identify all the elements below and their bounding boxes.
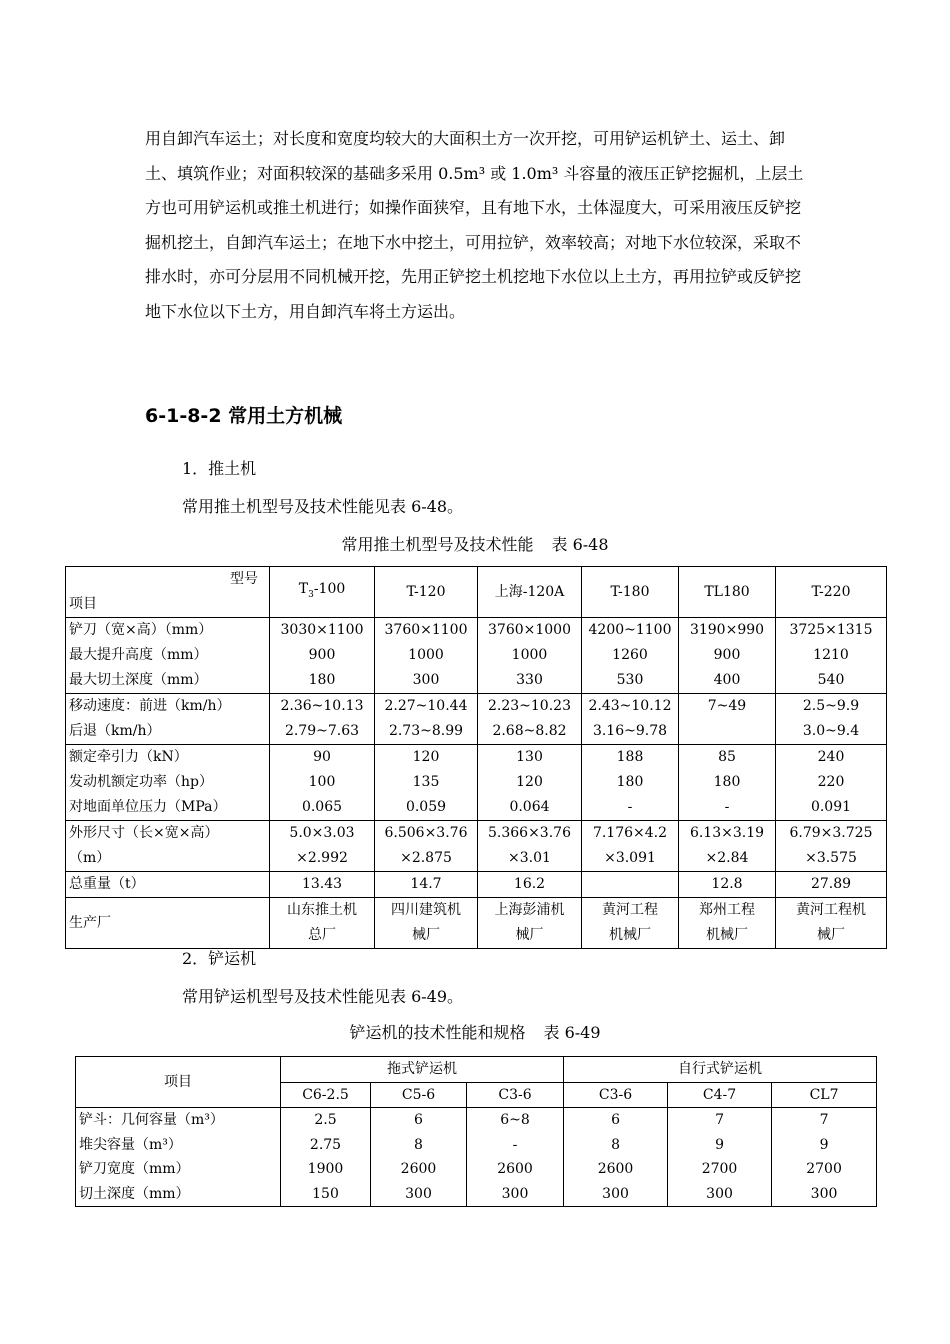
row-labels-speed: 移动速度：前进（km/h） 后退（km/h） — [66, 694, 270, 745]
table-48-caption — [0, 534, 950, 556]
table-cell: 240 220 0.091 — [776, 745, 887, 821]
model-header: T-220 — [776, 567, 887, 618]
header-model-label: 型号 — [230, 571, 258, 587]
row-labels-blade: 铲刀（宽×高）（mm） 最大提升高度（mm） 最大切土深度（mm） — [66, 618, 270, 694]
table-cell: 14.7 — [375, 872, 478, 898]
table-cell: 7~49 — [679, 694, 776, 745]
table-cell: 2.27~10.44 2.73~8.99 — [375, 694, 478, 745]
subsection-title-scraper: 2．铲运机 — [182, 949, 257, 968]
bulldozer-spec-table — [65, 566, 887, 949]
row-label-maker: 生产厂 — [66, 898, 270, 949]
model-header: 上海-120A — [478, 567, 582, 618]
subsection-intro-bulldozer: 常用推土机型号及技术性能见表 6-48。 — [182, 497, 464, 516]
group-header-towed: 拖式铲运机 — [281, 1057, 564, 1083]
model-header: C6-2.5 — [281, 1082, 371, 1108]
table-cell: 四川建筑机 械厂 — [375, 898, 478, 949]
table-cell: 3030×1100 900 180 — [270, 618, 375, 694]
table-cell: 3760×1100 1000 300 — [375, 618, 478, 694]
table-cell: 上海彭浦机 械厂 — [478, 898, 582, 949]
table-cell: 7 9 2700 300 — [772, 1108, 877, 1207]
table-cell: 7 9 2700 300 — [668, 1108, 772, 1207]
table-row — [66, 618, 887, 694]
table-48-corner-header — [66, 567, 270, 618]
body-paragraph: 用自卸汽车运土；对长度和宽度均较大的大面积土方一次开挖，可用铲运机铲土、运土、卸土、填筑作业；对面积较深的基础多采用 0.5m³ 或 1.0m³ 斗容量的液压正铲挖掘机，上层土方也可用铲运机或推土机进行；如操作面狭窄，且有地下水，土体湿度大，可采用液压反铲挖掘机挖土，自卸汽车运土；在地下水中挖土，可用拉铲，效率较高；对地下水位较深，采取不排水时，亦可分层用不同机械开挖，先用正铲挖土机挖地下水位以上土方，再用拉铲或反铲挖地下水位以下土方，用自卸汽车将土方运出。 — [145, 129, 804, 321]
subsection-intro-scraper: 常用铲运机型号及技术性能见表 6-49。 — [182, 987, 464, 1006]
model-header: CL7 — [772, 1082, 877, 1108]
table-cell: 85 180 - — [679, 745, 776, 821]
row-labels-dimensions: 外形尺寸（长×宽×高） （m） — [66, 821, 270, 872]
table-row — [66, 872, 887, 898]
row-label-weight: 总重量（t） — [66, 872, 270, 898]
table-48-number: 表 6-48 — [551, 535, 609, 554]
table-cell: 3760×1000 1000 330 — [478, 618, 582, 694]
table-cell: 6.13×3.19 ×2.84 — [679, 821, 776, 872]
model-header: C4-7 — [668, 1082, 772, 1108]
row-labels: 铲斗：几何容量（m³） 堆尖容量（m³） 铲刀宽度（mm） 切土深度（mm） — [76, 1108, 281, 1207]
table-cell: 27.89 — [776, 872, 887, 898]
table-cell: 2.36~10.13 2.79~7.63 — [270, 694, 375, 745]
table-cell: 2.43~10.12 3.16~9.78 — [582, 694, 679, 745]
table-row — [66, 694, 887, 745]
table-cell — [582, 872, 679, 898]
table-cell: 4200~1100 1260 530 — [582, 618, 679, 694]
table-cell: 郑州工程 机械厂 — [679, 898, 776, 949]
table-cell: 7.176×4.2 ×3.091 — [582, 821, 679, 872]
subsection-title-bulldozer: 1．推土机 — [182, 459, 257, 478]
scraper-spec-table — [75, 1056, 877, 1207]
header-item-label: 项目 — [69, 596, 97, 612]
table-cell: 12.8 — [679, 872, 776, 898]
group-header-self-propelled: 自行式铲运机 — [564, 1057, 877, 1083]
item-header: 项目 — [76, 1057, 281, 1108]
model-header: $T_3-100$ — [270, 567, 375, 618]
table-cell: 6 8 2600 300 — [564, 1108, 668, 1207]
table-cell: 6 8 2600 300 — [371, 1108, 467, 1207]
row-labels-power: 额定牵引力（kN） 发动机额定功率（hp） 对地面单位压力（MPa） — [66, 745, 270, 821]
table-row — [66, 745, 887, 821]
table-cell: 13.43 — [270, 872, 375, 898]
table-row — [66, 821, 887, 872]
model-header: T-120 — [375, 567, 478, 618]
table-cell: 16.2 — [478, 872, 582, 898]
model-header: C3-6 — [564, 1082, 668, 1108]
table-cell: 2.5~9.9 3.0~9.4 — [776, 694, 887, 745]
table-row — [66, 898, 887, 949]
table-cell: 5.366×3.76 ×3.01 — [478, 821, 582, 872]
table-cell: 2.23~10.23 2.68~8.82 — [478, 694, 582, 745]
table-48-title: 常用推土机型号及技术性能 — [341, 535, 534, 554]
table-cell: 黄河工程机 械厂 — [776, 898, 887, 949]
table-cell: 6.79×3.725 ×3.575 — [776, 821, 887, 872]
section-heading: 6-1-8-2 常用土方机械 — [145, 405, 343, 427]
table-cell: 6.506×3.76 ×2.875 — [375, 821, 478, 872]
table-row — [76, 1108, 877, 1207]
table-cell: 3190×990 900 400 — [679, 618, 776, 694]
table-49-caption — [0, 1022, 950, 1044]
model-header: C3-6 — [467, 1082, 564, 1108]
table-cell: 黄河工程 机械厂 — [582, 898, 679, 949]
model-header: T-180 — [582, 567, 679, 618]
table-cell: 90 100 0.065 — [270, 745, 375, 821]
table-cell: 120 135 0.059 — [375, 745, 478, 821]
model-header: TL180 — [679, 567, 776, 618]
table-49-number: 表 6-49 — [543, 1023, 601, 1042]
table-cell: 188 180 - — [582, 745, 679, 821]
table-cell: 山东推土机 总厂 — [270, 898, 375, 949]
table-cell: 130 120 0.064 — [478, 745, 582, 821]
table-cell: 6~8 - 2600 300 — [467, 1108, 564, 1207]
table-cell: 3725×1315 1210 540 — [776, 618, 887, 694]
table-cell: 2.5 2.75 1900 150 — [281, 1108, 371, 1207]
table-49-title: 铲运机的技术性能和规格 — [349, 1023, 526, 1042]
model-header: C5-6 — [371, 1082, 467, 1108]
table-cell: 5.0×3.03 ×2.992 — [270, 821, 375, 872]
